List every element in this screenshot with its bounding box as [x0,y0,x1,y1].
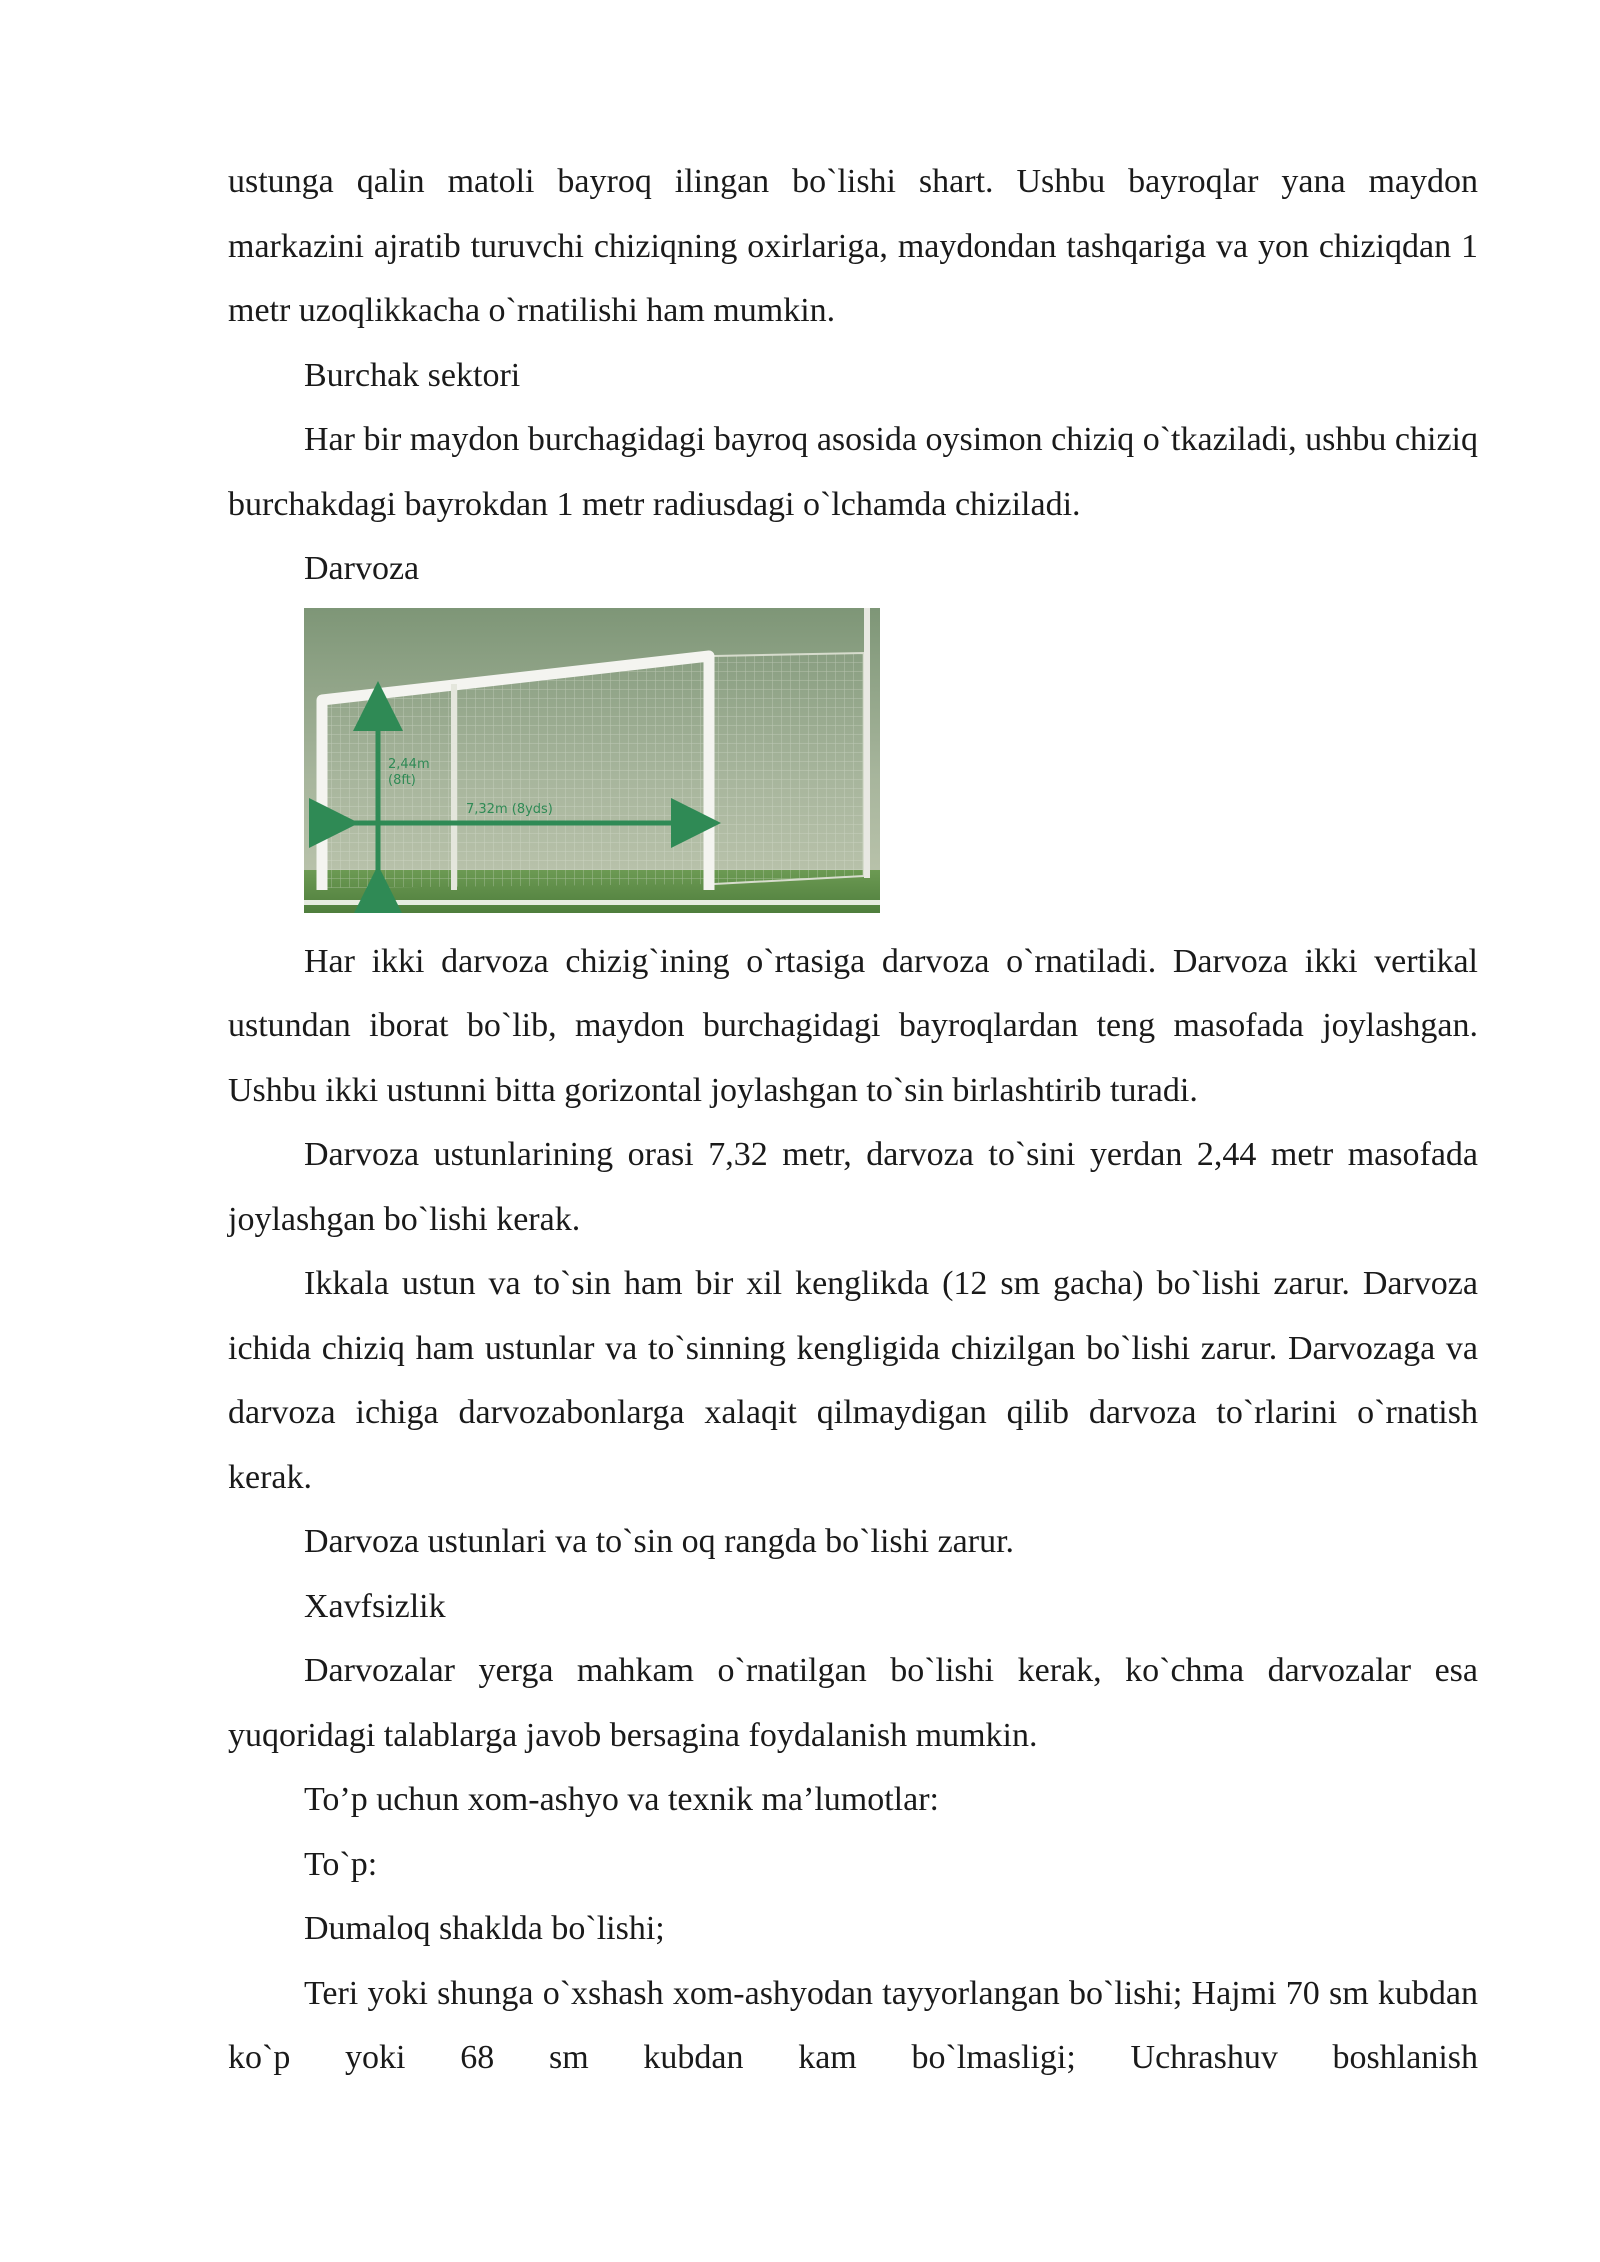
back-pole [864,608,870,878]
paragraph: Har bir maydon burchagidagi bayroq asosida oysimon chiziq o`tkaziladi, ushbu chiziq burchakdagi bayrokdan 1 metr radiusdagi o`lchamda chiziladi. [228,421,1478,523]
width-label: 7,32m (8yds) [466,801,553,817]
paragraph: ustunga qalin matoli bayroq ilingan bo`lishi shart. Ushbu bayroqlar yana maydon markazini ajratib turuvchi chiziqning oxirlariga, maydondan tashqariga va yon chiziqdan 1 metr uzoqlikkacha o`rnatilishi ham mumkin. [228,163,1478,329]
paragraph: Dumaloq shaklda bo`lishi; [304,1910,665,1947]
section-heading-safety: Xavfsizlik [304,1587,446,1625]
paragraph: Teri yoki shunga o`xshash xom-ashyodan tayyorlangan bo`lishi; Hajmi 70 sm kubdan ko`p yoki 68 sm kubdan kam bo`lmasligi; Uchrashuv boshlanish [228,1974,1478,2076]
paragraph: Ikkala ustun va to`sin ham bir xil kenglikda (12 sm gacha) bo`lishi zarur. Darvoza ichida chiziq ham ustunlar va to`sinning kengligida chizilgan bo`lishi zarur. Darvozaga va darvoza ichiga darvozabonlarga xalaqit qilmaydigan qilib darvoza to`rlarini o`rnatish kerak. [228,1265,1478,1496]
height-label-ft: (8ft) [388,772,416,788]
section-heading-goal: Darvoza [304,550,420,587]
paragraph: Darvozalar yerga mahkam o`rnatilgan bo`lishi kerak, ko`chma darvozalar esa yuqoridagi talablarga javob bersagina foydalanish mumkin. [228,1652,1478,1754]
paragraph: Har ikki darvoza chizig`ining o`rtasiga darvoza o`rnatiladi. Darvoza ikki vertikal ustundan iborat bo`lib, maydon burchagidagi bayroqlardan teng masofada joylashgan. Ushbu ikki ustunni bitta gorizontal joylashgan to`sin birlashtirib turadi. [228,942,1478,1109]
document-page [228,150,1478,2091]
section-heading-corner: Burchak sektori [304,356,521,394]
goal-illustration [304,608,880,913]
goal-figure [228,608,1478,914]
paragraph: To`p: [304,1845,378,1883]
height-label: 2,44m [388,756,430,772]
paragraph: To’p uchun xom-ashyo va texnik ma’lumotlar: [304,1781,939,1818]
paragraph: Darvoza ustunlarining orasi 7,32 metr, darvoza to`sini yerdan 2,44 metr masofada joylashgan bo`lishi kerak. [228,1136,1478,1238]
goal-line [304,900,880,905]
paragraph: Darvoza ustunlari va to`sin oq rangda bo`lishi zarur. [304,1523,1015,1560]
